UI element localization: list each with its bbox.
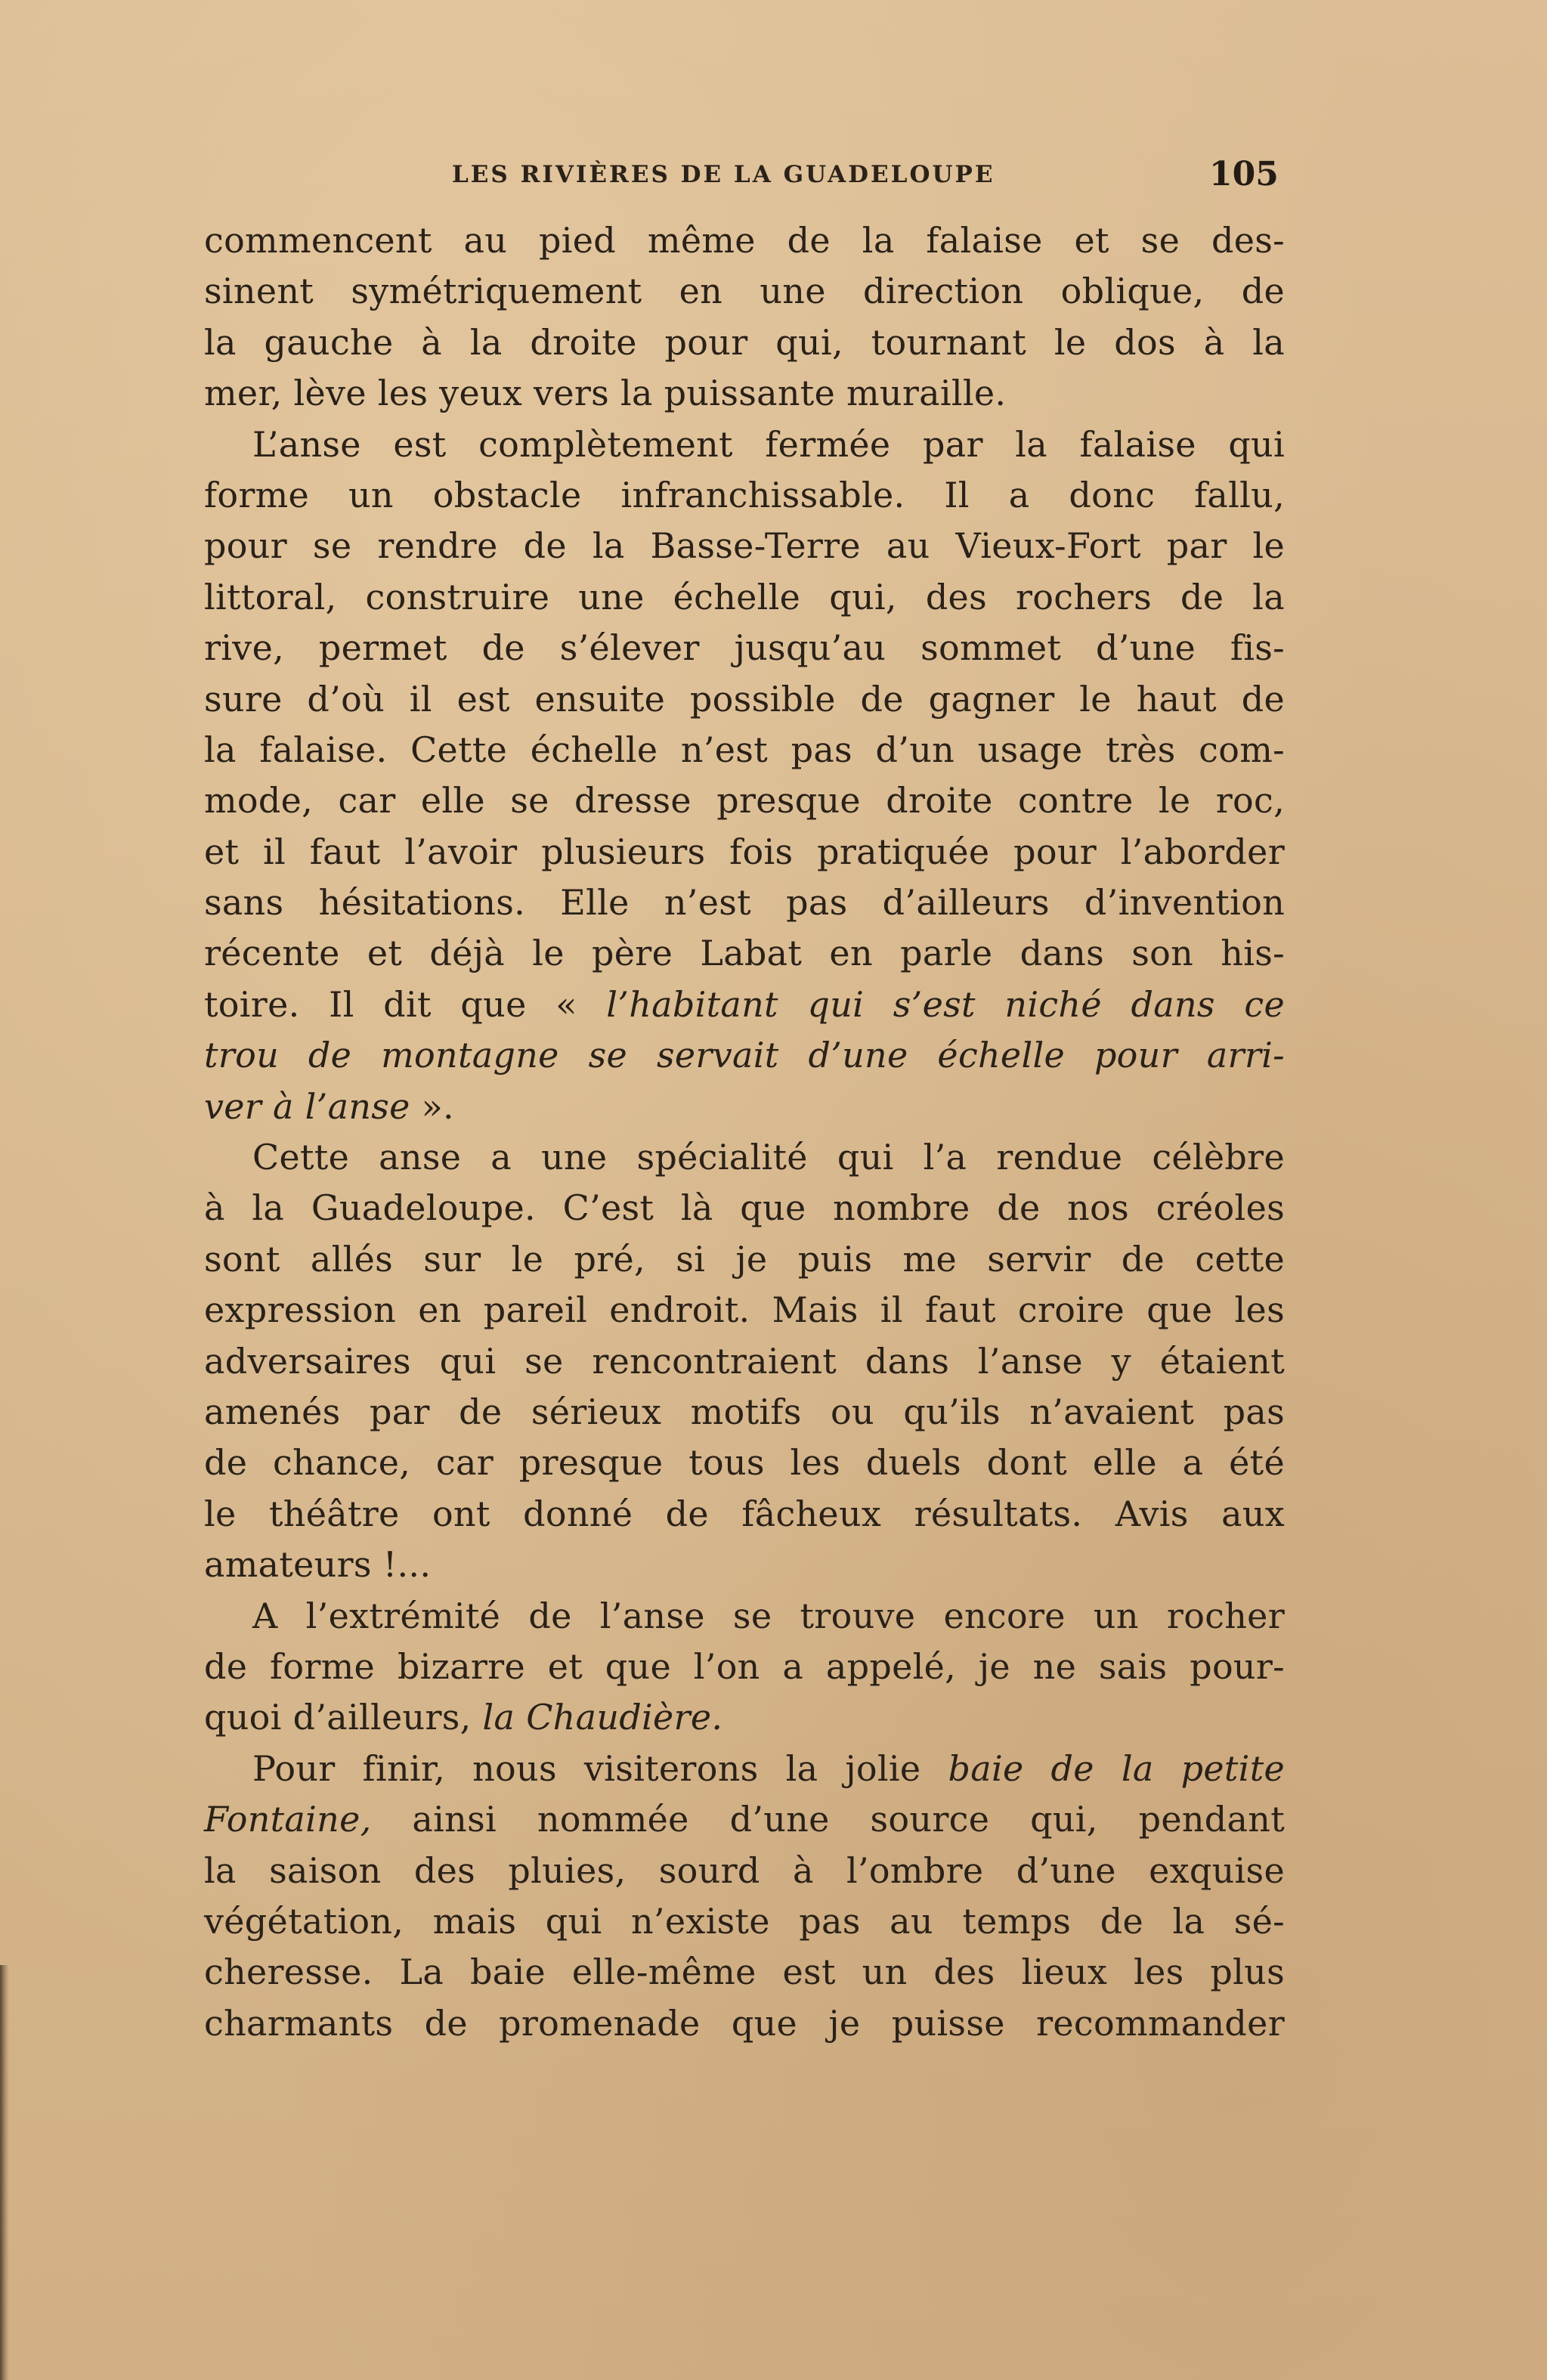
text-line: pour se rendre de la Basse-Terre au Vieux-Fort par le <box>204 525 1285 567</box>
text-line: trou de montagne se servait d’une échelle pour arri- <box>204 1035 1285 1076</box>
text-line: commencent au pied même de la falaise et se des- <box>204 220 1285 261</box>
text-line: la gauche à la droite pour qui, tournant le dos à la <box>204 321 1285 363</box>
text-line: L’anse est complètement fermée par la falaise qui <box>252 423 1285 465</box>
text-line: toire. Il dit que « l’habitant qui s’est niché dans ce <box>204 983 1285 1025</box>
text-line: récente et déjà le père Labat en parle dans son his- <box>204 933 1285 974</box>
text-line: mode, car elle se dresse presque droite contre le roc, <box>204 780 1285 822</box>
text-line: la saison des pluies, sourd à l’ombre d’une exquise <box>204 1849 1285 1891</box>
text-line: littoral, construire une échelle qui, des rochers de la <box>204 576 1285 617</box>
text-line: le théâtre ont donné de fâcheux résultats. Avis aux <box>204 1493 1285 1534</box>
text-line: de forme bizarre et que l’on a appelé, je ne sais pour- <box>204 1645 1285 1687</box>
page-number: 105 <box>1209 155 1279 193</box>
text-line: végétation, mais qui n’existe pas au temps de la sé- <box>204 1900 1285 1942</box>
page-edge-shadow <box>0 1965 9 2380</box>
text-line: la falaise. Cette échelle n’est pas d’un usage très com- <box>204 729 1285 770</box>
text-line: cheresse. La baie elle-même est un des lieux les plus <box>204 1951 1285 1993</box>
text-line: sans hésitations. Elle n’est pas d’ailleurs d’invention <box>204 882 1285 924</box>
text-line: A l’extrémité de l’anse se trouve encore un rocher <box>252 1595 1285 1636</box>
text-line: sont allés sur le pré, si je puis me servir de cette <box>204 1238 1285 1280</box>
text-line: sinent symétriquement en une direction oblique, de <box>204 271 1285 312</box>
running-title: LES RIVIÈRES DE LA GUADELOUPE <box>452 161 995 188</box>
text-line: Fontaine, ainsi nommée d’une source qui, pendant <box>204 1799 1285 1840</box>
text-line: charmants de promenade que je puisse recommander <box>204 2002 1285 2044</box>
page-header <box>0 155 1547 200</box>
text-line: mer, lève les yeux vers la puissante muraille. <box>204 373 1007 414</box>
place-name-italic: Fontaine, <box>204 1799 372 1840</box>
text-line: quoi d’ailleurs, la Chaudière. <box>204 1697 723 1738</box>
place-name-italic: la Chaudière. <box>482 1697 723 1738</box>
text-line: amateurs !... <box>204 1544 432 1586</box>
text-line: sure d’où il est ensuite possible de gagner le haut de <box>204 678 1285 720</box>
text-line: forme un obstacle infranchissable. Il a donc fallu, <box>204 474 1285 515</box>
quote-italic: l’habitant qui s’est niché dans ce <box>606 983 1285 1025</box>
text-line: de chance, car presque tous les duels dont elle a été <box>204 1442 1285 1484</box>
text-line: Pour finir, nous visiterons la jolie baie de la petite <box>252 1747 1286 1789</box>
text-line: et il faut l’avoir plusieurs fois pratiquée pour l’aborder <box>204 831 1285 872</box>
text-line: amenés par de sérieux motifs ou qu’ils n’avaient pas <box>204 1391 1285 1432</box>
text-line: rive, permet de s’élever jusqu’au sommet d’une fis- <box>204 627 1285 669</box>
text-line: à la Guadeloupe. C’est là que nombre de nos créoles <box>204 1187 1285 1229</box>
text-line: expression en pareil endroit. Mais il faut croire que les <box>204 1289 1285 1331</box>
quote-italic: ver à l’anse <box>204 1085 410 1127</box>
text-line: Cette anse a une spécialité qui l’a rendue célèbre <box>252 1137 1285 1178</box>
body-text <box>204 215 1285 2049</box>
text-line: adversaires qui se rencontraient dans l’anse y étaient <box>204 1340 1285 1382</box>
place-name-italic: baie de la petite <box>948 1747 1286 1789</box>
text-line: ver à l’anse ». <box>204 1085 454 1127</box>
